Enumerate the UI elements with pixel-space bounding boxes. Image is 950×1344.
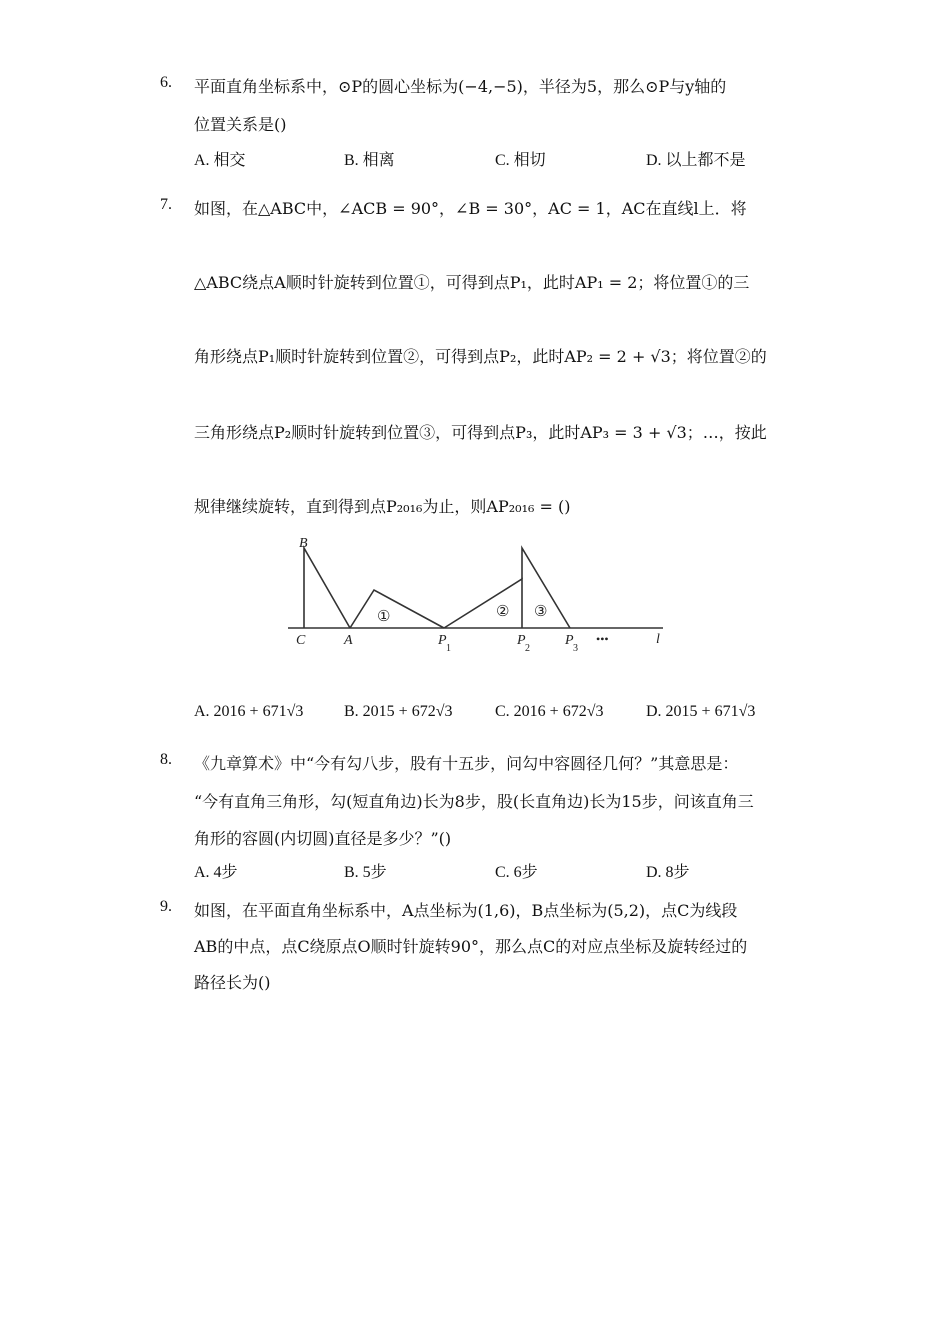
question-text-line: 位置关系是()	[194, 115, 287, 134]
triangle-position-1	[350, 590, 444, 628]
question-text-line: △ABC绕点A顺时针旋转到位置①，可得到点P₁，此时AP₁ = 2；将位置①的三	[194, 273, 750, 292]
option-b[interactable]: B. 5步	[344, 864, 387, 881]
option-d[interactable]: D. 2015 + 671√3	[646, 703, 756, 720]
question-text-line: 《九章算术》中“今有勾八步，股有十五步，问勾中容圆径几何？”其意思是：	[194, 754, 739, 773]
triangle-position-2	[444, 579, 522, 628]
triangle-abc	[304, 548, 350, 628]
question-number: 7.	[160, 196, 172, 213]
option-d[interactable]: D. 8步	[646, 864, 690, 881]
option-a[interactable]: A. 相交	[194, 152, 246, 169]
question-number: 6.	[160, 74, 172, 91]
question-text-line: “今有直角三角形，勾(短直角边)长为8步，股(长直角边)长为15步，问该直角三	[194, 792, 754, 811]
question-text-line: 规律继续旋转，直到得到点P₂₀₁₆为止，则AP₂₀₁₆ = ()	[194, 497, 571, 516]
option-d[interactable]: D. 以上都不是	[646, 152, 746, 169]
label-p3-sub: 3	[573, 643, 578, 654]
option-a[interactable]: A. 2016 + 671√3	[194, 703, 304, 720]
label-b: B	[299, 536, 308, 551]
question-number: 8.	[160, 751, 172, 768]
option-a[interactable]: A. 4步	[194, 864, 238, 881]
ellipsis-dots: •••	[596, 632, 609, 646]
question-text-line: 三角形绕点P₂顺时针旋转到位置③，可得到点P₃，此时AP₃ = 3 + √3；…，按此	[194, 423, 767, 442]
question-text-line: 角形绕点P₁顺时针旋转到位置②，可得到点P₂，此时AP₂ = 2 + √3；将位置②的	[194, 347, 767, 366]
question-text-line: 角形的容圆(内切圆)直径是多少？”()	[194, 829, 452, 848]
position-1-marker: ①	[377, 609, 391, 625]
option-c[interactable]: C. 相切	[495, 152, 546, 169]
label-p2: P	[517, 633, 526, 648]
question-number: 9.	[160, 898, 172, 915]
label-p1-sub: 1	[446, 643, 451, 654]
position-3-marker: ③	[534, 604, 548, 620]
question-text-line: 如图，在△ABC中，∠ACB = 90°，∠B = 30°，AC = 1，AC在直线l上．将	[194, 199, 747, 218]
label-p3: P	[565, 633, 574, 648]
position-2-marker: ②	[496, 604, 510, 620]
option-b[interactable]: B. 2015 + 672√3	[344, 703, 453, 720]
label-a: A	[344, 633, 353, 648]
option-c[interactable]: C. 2016 + 672√3	[495, 703, 604, 720]
label-l: l	[656, 632, 660, 647]
question-text-line: 平面直角坐标系中，⊙P的圆心坐标为(−4,−5)，半径为5，那么⊙P与y轴的	[194, 77, 727, 96]
option-c[interactable]: C. 6步	[495, 864, 538, 881]
label-p2-sub: 2	[525, 643, 530, 654]
rotation-figure	[280, 530, 680, 660]
label-c: C	[296, 633, 306, 648]
label-p1: P	[438, 633, 447, 648]
question-text-line: 路径长为()	[194, 973, 271, 992]
option-b[interactable]: B. 相离	[344, 152, 395, 169]
question-text-line: 如图，在平面直角坐标系中，A点坐标为(1,6)，B点坐标为(5,2)，点C为线段	[194, 901, 738, 920]
question-text-line: AB的中点，点C绕原点O顺时针旋转90°，那么点C的对应点坐标及旋转经过的	[194, 937, 748, 956]
